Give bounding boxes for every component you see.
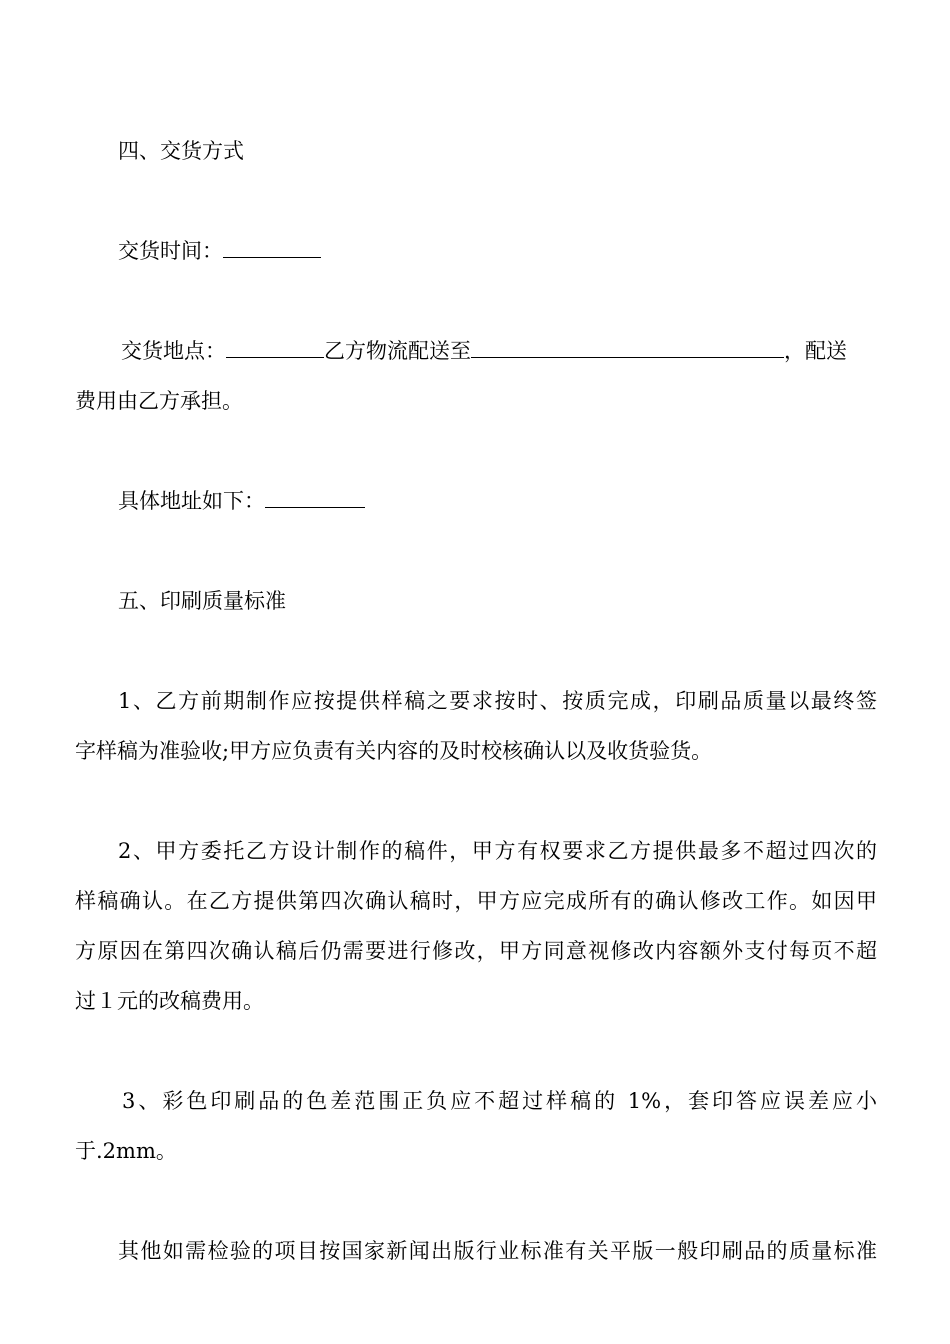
delivery-heading-text: 四、交货方式 [118,139,244,163]
delivery-place-line [121,336,847,366]
address-label: 具体地址如下： [118,489,265,513]
address-line [118,486,365,516]
quality-item3-line2: 于.2mm。 [75,1139,177,1163]
delivery-place-blank-1 [226,337,324,358]
quality-heading [118,586,286,616]
delivery-place-blank-2 [471,337,784,358]
delivery-time-line [118,236,321,266]
delivery-heading [118,136,244,166]
delivery-place-line-2-text: 费用由乙方承担。 [75,389,243,413]
delivery-time-label: 交货时间： [118,239,223,263]
quality-item3-line1: 3、彩色印刷品的色差范围正负应不超过样稿的 1%，套印答应误差应小 [122,1089,877,1113]
address-blank [265,487,365,508]
delivery-place-label: 交货地点： [121,339,226,363]
quality-item2-line3: 方原因在第四次确认稿后仍需要进行修改，甲方同意视修改内容额外支付每页不超 [75,939,877,963]
quality-item1-line2: 字样稿为准验收;甲方应负责有关内容的及时校核确认以及收货验货。 [75,739,713,763]
quality-item1-line1: 1、乙方前期制作应按提供样稿之要求按时、按质完成，印刷品质量以最终签 [118,689,877,713]
quality-item2-line2: 样稿确认。在乙方提供第四次确认稿时，甲方应完成所有的确认修改工作。如因甲 [75,889,877,913]
quality-item2-line1: 2、甲方委托乙方设计制作的稿件，甲方有权要求乙方提供最多不超过四次的 [118,839,877,863]
other-standard-line1: 其他如需检验的项目按国家新闻出版行业标准有关平版一般印刷品的质量标准 [118,1239,877,1263]
quality-item2-line4: 过１元的改稿费用。 [75,989,264,1013]
quality-heading-text: 五、印刷质量标准 [118,589,286,613]
delivery-time-blank [223,237,321,258]
delivery-place-tail: ，配送 [784,339,847,363]
delivery-place-line-2 [75,386,243,416]
delivery-place-mid: 乙方物流配送至 [324,339,471,363]
